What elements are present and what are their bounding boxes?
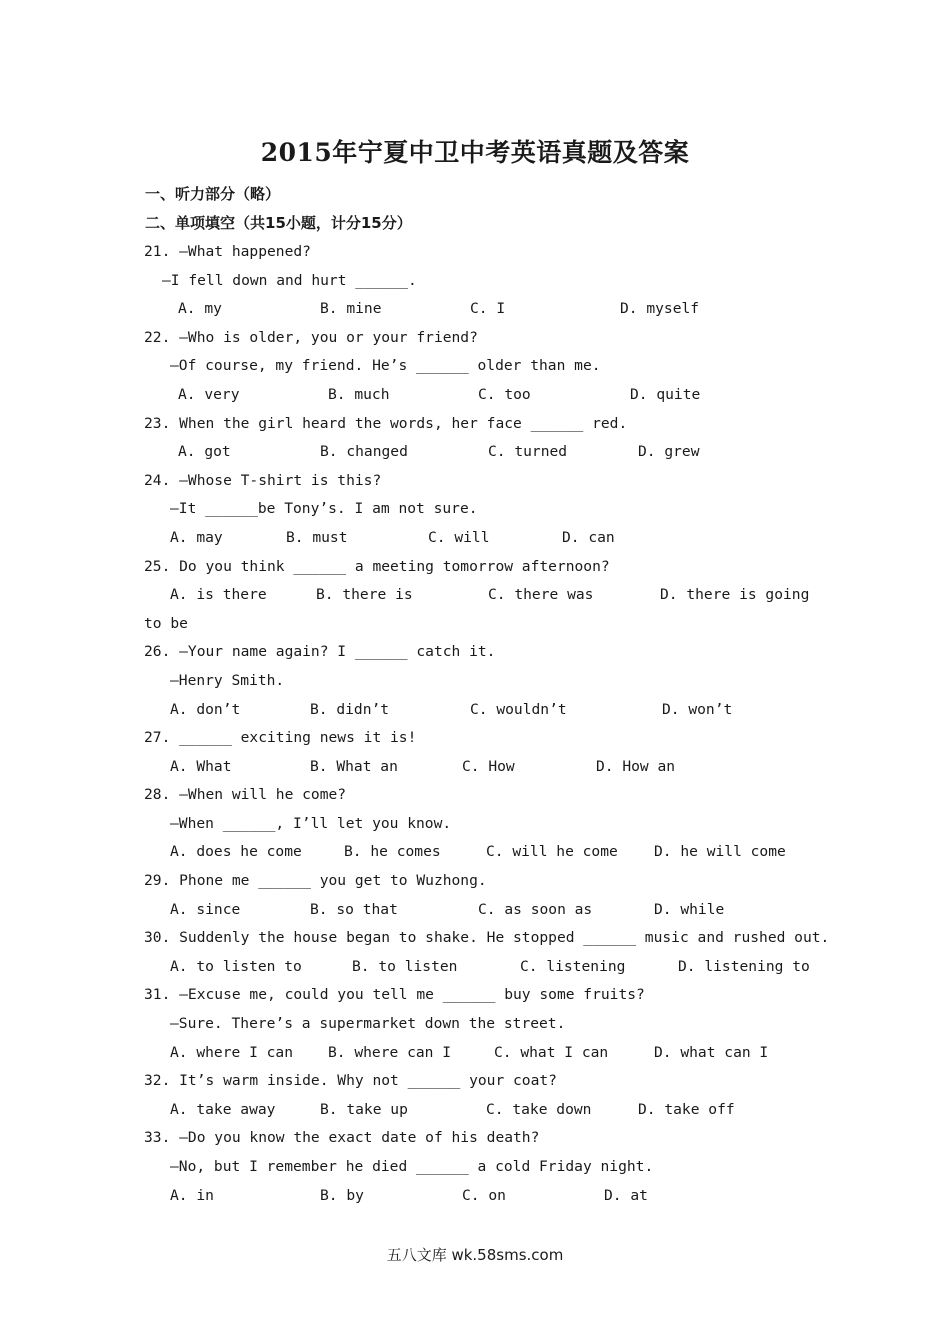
question-response: —I fell down and hurt ______. — [162, 271, 417, 289]
options-row — [144, 1039, 824, 1068]
question-item — [144, 867, 824, 924]
option-a: A. may — [170, 528, 223, 546]
option-c: C. as soon as — [478, 900, 593, 918]
option-d: D. he will come — [654, 843, 786, 861]
option-a: A. very — [178, 385, 240, 403]
question-list — [144, 238, 830, 1210]
option-b: B. mine — [320, 300, 382, 318]
option-b: B. much — [328, 385, 390, 403]
question-item — [144, 410, 824, 467]
question-stem: 26. —Your name again? I ______ catch it. — [144, 643, 496, 661]
question-item — [144, 781, 824, 867]
question-stem: 24. —Whose T-shirt is this? — [144, 471, 382, 489]
question-item — [144, 924, 830, 981]
question-stem: 27. ______ exciting news it is! — [144, 729, 417, 747]
options-row — [144, 838, 824, 867]
page-title: 2015年宁夏中卫中考英语真题及答案 — [260, 138, 690, 167]
question-item — [144, 238, 824, 324]
question-response: —Sure. There’s a supermarket down the street. — [170, 1015, 566, 1033]
question-item — [144, 467, 824, 553]
option-b: B. he comes — [344, 843, 441, 861]
option-a: A. What — [170, 757, 232, 775]
option-b: B. What an — [310, 757, 398, 775]
option-d: D. How an — [596, 757, 676, 775]
question-item — [144, 1067, 824, 1124]
question-response: —It ______be Tony’s. I am not sure. — [170, 500, 478, 518]
option-a: A. in — [170, 1186, 214, 1204]
footer-watermark: 五八文库 wk.58sms.com — [386, 1246, 564, 1264]
question-response: —Of course, my friend. He’s ______ older than me. — [170, 357, 601, 375]
option-d: D. take off — [638, 1100, 735, 1118]
question-item — [144, 638, 824, 724]
option-c: C. take down — [486, 1100, 592, 1118]
option-b: B. didn’t — [310, 700, 390, 718]
options-row — [144, 524, 824, 553]
options-row — [144, 581, 824, 610]
question-item — [144, 1124, 824, 1210]
question-stem: 22. —Who is older, you or your friend? — [144, 328, 478, 346]
question-stem: 31. —Excuse me, could you tell me ______ buy some fruits? — [144, 986, 645, 1004]
option-a: A. does he come — [170, 843, 302, 861]
option-d: D. can — [562, 528, 615, 546]
option-b: B. changed — [320, 443, 408, 461]
option-a: A. my — [178, 300, 222, 318]
option-d: D. won’t — [662, 700, 733, 718]
option-d: D. there is going — [660, 586, 810, 604]
option-d: D. listening to — [678, 957, 810, 975]
option-c: C. on — [462, 1186, 506, 1204]
option-b: B. where can I — [328, 1043, 452, 1061]
option-b: B. by — [320, 1186, 364, 1204]
option-a: A. to listen to — [170, 957, 302, 975]
question-stem: 21. —What happened? — [144, 243, 311, 260]
option-d: D. myself — [620, 300, 700, 318]
option-c: C. will — [428, 528, 490, 546]
option-b: B. to listen — [352, 957, 458, 975]
option-c: C. what I can — [494, 1043, 609, 1061]
option-c: C. there was — [488, 586, 594, 604]
question-stem: 33. —Do you know the exact date of his death? — [144, 1129, 540, 1147]
option-c: C. How — [462, 757, 515, 775]
options-row — [144, 1096, 824, 1125]
question-response: —Henry Smith. — [170, 671, 285, 689]
option-c: C. listening — [520, 957, 626, 975]
option-c: C. will he come — [486, 843, 618, 861]
question-item — [144, 724, 824, 781]
options-row — [144, 753, 824, 782]
option-a: A. don’t — [170, 700, 241, 718]
question-item — [144, 324, 824, 410]
question-stem: 32. It’s warm inside. Why not ______ your coat? — [144, 1072, 557, 1090]
option-c: C. too — [478, 385, 531, 403]
options-row — [144, 381, 824, 410]
option-a: A. where I can — [170, 1043, 294, 1061]
option-d: D. grew — [638, 443, 700, 461]
question-stem: 25. Do you think ______ a meeting tomorrow afternoon? — [144, 557, 610, 575]
options-row — [144, 438, 824, 467]
option-a: A. since — [170, 900, 241, 918]
option-d: D. while — [654, 900, 725, 918]
option-continuation: to be — [144, 614, 188, 632]
option-a: A. got — [178, 443, 231, 461]
option-a: A. is there — [170, 586, 267, 604]
option-d: D. at — [604, 1186, 648, 1204]
options-row — [144, 953, 824, 982]
option-c: C. wouldn’t — [470, 700, 567, 718]
option-d: D. what can I — [654, 1043, 769, 1061]
option-b: B. so that — [310, 900, 398, 918]
options-row — [144, 295, 824, 324]
option-c: C. turned — [488, 443, 568, 461]
question-item — [144, 553, 824, 639]
question-stem: 28. —When will he come? — [144, 786, 347, 804]
option-d: D. quite — [630, 385, 701, 403]
question-response: —When ______, I’ll let you know. — [170, 814, 452, 832]
options-row — [144, 896, 824, 925]
section-heading-multiple-choice: 二、单项填空（共15小题，计分15分） — [145, 214, 412, 232]
question-item — [144, 981, 824, 1067]
question-stem: 30. Suddenly the house began to shake. He stopped ______ music and rushed out. — [144, 929, 830, 947]
question-stem: 23. When the girl heard the words, her face ______ red. — [144, 414, 628, 432]
option-c: C. I — [470, 300, 506, 318]
section-heading-listening: 一、听力部分（略） — [145, 185, 281, 203]
question-stem: 29. Phone me ______ you get to Wuzhong. — [144, 872, 487, 890]
question-response: —No, but I remember he died ______ a cold Friday night. — [170, 1158, 654, 1175]
options-row — [144, 696, 824, 725]
option-b: B. take up — [320, 1100, 408, 1118]
option-b: B. there is — [316, 586, 413, 604]
option-a: A. take away — [170, 1100, 276, 1118]
option-b: B. must — [286, 528, 348, 546]
options-row — [144, 1182, 824, 1211]
